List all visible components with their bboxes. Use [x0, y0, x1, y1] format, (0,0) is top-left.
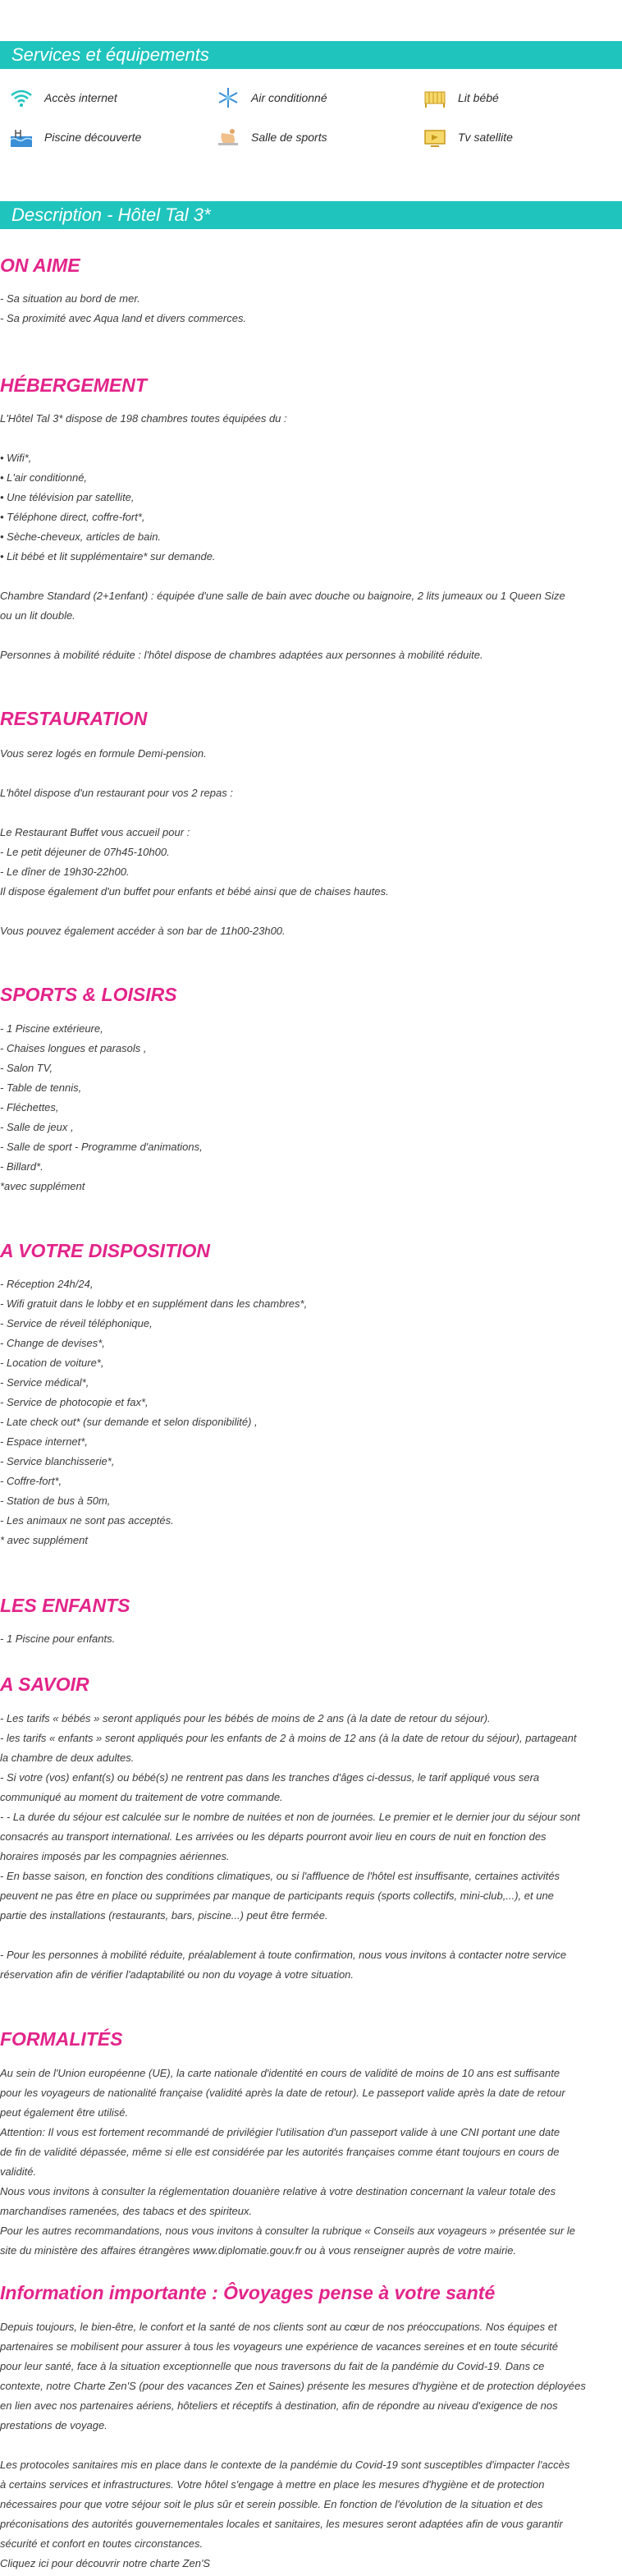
text-line: - Chaises longues et parasols , [0, 1042, 147, 1054]
text-line: - Change de devises*, [0, 1337, 105, 1349]
text-line: - Salle de jeux , [0, 1121, 74, 1133]
text-line: partie des installations (restaurants, bars, piscine...) peut être fermée. [0, 1909, 328, 1922]
text-line: - Le dîner de 19h30-22h00. [0, 866, 130, 878]
section-title-on-aime: ON AIME [0, 255, 80, 276]
text-line: - Service médical*, [0, 1376, 89, 1389]
text-line: Le Restaurant Buffet vous accueil pour : [0, 826, 190, 838]
text-line: - Service de réveil téléphonique, [0, 1317, 153, 1329]
text-line: - - La durée du séjour est calculée sur le nombre de nuitées et non de journées. Le premier et le dernier jour du séjour sont [0, 1811, 580, 1823]
service-tv [423, 126, 513, 148]
text-line: - Fléchettes, [0, 1101, 59, 1114]
enfants-text [0, 1629, 622, 1649]
text-line: Au sein de l'Union européenne (UE), la carte nationale d'identité en cours de validité de moins de 10 ans est suffisante [0, 2067, 560, 2079]
section-title-formalites: FORMALITÉS [0, 2028, 123, 2050]
text-line: L'hôtel dispose d'un restaurant pour vos 2 repas : [0, 787, 233, 799]
text-line: Depuis toujours, le bien-être, le confort et la santé de nos clients sont au cœur de nos préoccupations. Nos équipes et [0, 2321, 557, 2333]
text-line: Pour les autres recommandations, nous vous invitons à consulter la rubrique « Conseils aux voyageurs » présentée sur le [0, 2225, 575, 2237]
text-line [0, 429, 622, 448]
text-line: Personnes à mobilité réduite : l'hôtel dispose de chambres adaptées aux personnes à mobilité réduite. [0, 649, 483, 661]
text-line [0, 626, 622, 645]
text-line: sécurité et confort en toutes circonstances. [0, 2537, 204, 2550]
text-line: - Late check out* (sur demande et selon disponibilité) , [0, 1416, 258, 1428]
text-line: • Lit bébé et lit supplémentaire* sur demande. [0, 550, 216, 562]
text-line [0, 803, 622, 823]
service-gym [217, 126, 327, 148]
text-line: - Les animaux ne sont pas acceptés. [0, 1514, 174, 1527]
text-line [0, 764, 622, 783]
wifi-icon [10, 87, 33, 108]
text-line: contexte, notre Charte Zen'S (pour des vacances Zen et Saines) présente les mesures d'hygiène et de protection déployées [0, 2380, 586, 2392]
service-label: Accès internet [44, 91, 117, 104]
text-line: - les tarifs « enfants » seront appliqués pour les enfants de 2 à moins de 12 ans (à la date de retour du séjour), partageant [0, 1732, 577, 1744]
gym-icon [217, 126, 240, 148]
text-line: pour les voyageurs de nationalité française (validité après la date de retour). Le passeport valide après la date de retour [0, 2087, 565, 2099]
text-line: horaires imposés par les compagnies aériennes. [0, 1850, 230, 1862]
text-line: - Table de tennis, [0, 1081, 82, 1094]
text-line: • Une télévision par satellite, [0, 491, 135, 503]
tv-icon [423, 126, 446, 148]
pool-icon [10, 126, 33, 148]
text-line: - Service de photocopie et fax*, [0, 1396, 149, 1408]
disposition-text [0, 1274, 622, 1550]
text-line: marchandises ramenées, des tabacs et des spiriteux. [0, 2205, 253, 2217]
text-line: Vous pouvez également accéder à son bar de 11h00-23h00. [0, 925, 286, 937]
savoir-text [0, 1709, 622, 1985]
text-line: réservation afin de vérifier l'adaptabilité ou non du voyage à votre situation. [0, 1968, 354, 1981]
on-aime-text [0, 289, 622, 328]
text-line: - Salon TV, [0, 1062, 53, 1074]
text-line: Nous vous invitons à consulter la réglementation douanière relative à votre destination concernant la valeur totale des [0, 2185, 556, 2197]
service-label: Salle de sports [251, 131, 327, 144]
text-line [0, 1926, 622, 1945]
text-line: - Les tarifs « bébés » seront appliqués pour les bébés de moins de 2 ans (à la date de retour du séjour). [0, 1712, 491, 1724]
text-line [0, 567, 622, 586]
text-line: - 1 Piscine pour enfants. [0, 1632, 116, 1645]
text-line: prestations de voyage. [0, 2419, 107, 2431]
text-line: - En basse saison, en fonction des conditions climatiques, ou si l'affluence de l'hôtel est insuffisante, certaines activités [0, 1870, 560, 1882]
text-line: - Wifi gratuit dans le lobby et en supplément dans les chambres*, [0, 1297, 308, 1310]
restauration-text [0, 744, 622, 941]
section-title-disposition: A VOTRE DISPOSITION [0, 1240, 211, 1261]
text-line: - Salle de sport - Programme d'animations, [0, 1141, 203, 1153]
section-title-restauration: RESTAURATION [0, 708, 148, 729]
text-line: à certains services et infrastructures. Votre hôtel s'engage à mettre en place les mesures d'hygiène et de protection [0, 2478, 545, 2491]
services-title: Services et équipements [0, 41, 622, 69]
hebergement-text [0, 409, 622, 665]
text-line: communiqué au moment du traitement de votre commande. [0, 1791, 283, 1803]
text-line: - Coffre-fort*, [0, 1475, 62, 1487]
text-line: • Wifi*, [0, 452, 32, 464]
text-line: L'Hôtel Tal 3* dispose de 198 chambres toutes équipées du : [0, 412, 287, 425]
text-line: nécessaires pour que votre séjour soit le plus sûr et serein possible. En fonction de l'évolution de la situation et des [0, 2498, 543, 2510]
text-line: Vous serez logés en formule Demi-pension. [0, 747, 207, 760]
text-line: - Billard*. [0, 1160, 43, 1173]
text-line: site du ministère des affaires étrangères www.diplomatie.gouv.fr ou à vous renseigner auprès de votre mairie. [0, 2244, 517, 2257]
section-title-hebergement: HÉBERGEMENT [0, 374, 147, 396]
text-line: la chambre de deux adultes. [0, 1752, 135, 1764]
text-line: * avec supplément [0, 1534, 88, 1546]
text-line: peuvent ne pas être en place ou supprimées par manque de participants requis (sports collectifs, mini-club,...), et une [0, 1890, 554, 1902]
section-title-sports: SPORTS & LOISIRS [0, 984, 177, 1005]
text-line: ou un lit double. [0, 609, 75, 622]
text-line: - Le petit déjeuner de 07h45-10h00. [0, 846, 170, 858]
formalites-text [0, 2064, 622, 2261]
service-label: Piscine découverte [44, 131, 142, 144]
text-line: consacrés au transport international. Les arrivées ou les départs pourront avoir lieu en cours de nuit en fonction des [0, 1830, 547, 1843]
text-line: • Téléphone direct, coffre-fort*, [0, 511, 145, 523]
text-line: de fin de validité dépassée, même si elle est considérée par les autorités françaises comme étant toujours en cours de [0, 2146, 560, 2158]
service-label: Air conditionné [251, 91, 327, 104]
text-line: - Réception 24h/24, [0, 1278, 94, 1290]
text-line: - Sa situation au bord de mer. [0, 292, 140, 305]
text-line: - Sa proximité avec Aqua land et divers commerces. [0, 312, 247, 324]
text-line: - 1 Piscine extérieure, [0, 1022, 103, 1035]
description-title: Description - Hôtel Tal 3* [0, 201, 622, 229]
text-line: - Pour les personnes à mobilité réduite, préalablement à toute confirmation, nous vous invitons à contacter notre service [0, 1949, 567, 1961]
service-label: Lit bébé [458, 91, 499, 104]
text-line: Attention: Il vous est fortement recommandé de privilégier l'utilisation d'un passeport valide à une CNI portant une date [0, 2126, 560, 2138]
crib-icon [423, 87, 446, 108]
text-line: - Espace internet*, [0, 1435, 88, 1448]
text-line: *avec supplément [0, 1180, 85, 1192]
text-line [0, 2436, 622, 2455]
text-line: peut également être utilisé. [0, 2106, 129, 2119]
text-line: en lien avec nos partenaires aériens, hôteliers et réceptifs à destination, afin de répondre au niveau d'exigence de nos [0, 2399, 558, 2412]
text-line: partenaires se mobilisent pour assurer à tous les voyageurs une expérience de vacances sereines et en toute sécurité [0, 2340, 558, 2353]
text-line: - Station de bus à 50m, [0, 1495, 111, 1507]
snowflake-icon [217, 87, 240, 108]
importante-text [0, 2317, 622, 2574]
text-line: - Service blanchisserie*, [0, 1455, 115, 1467]
text-line: - Si votre (vos) enfant(s) ou bébé(s) ne rentrent pas dans les tranches d'âges ci-dessus, le tarif appliqué vous sera [0, 1771, 540, 1784]
service-pool [10, 126, 141, 148]
text-line: Les protocoles sanitaires mis en place dans le contexte de la pandémie du Covid-19 sont susceptibles d'impacter l'accès [0, 2459, 570, 2471]
text-line: préconisations des autorités gouvernementales locales et sanitaires, les mesures seront adaptées afin de vous garantir [0, 2518, 563, 2530]
text-line: • L'air conditionné, [0, 471, 88, 484]
text-line: Il dispose également d'un buffet pour enfants et bébé ainsi que de chaises hautes. [0, 885, 389, 898]
section-title-savoir: A SAVOIR [0, 1674, 89, 1695]
text-line: • Sèche-cheveux, articles de bain. [0, 530, 162, 543]
service-wifi [10, 87, 117, 108]
charte-zens-link[interactable]: Cliquez ici pour découvrir notre charte Zen'S [0, 2557, 211, 2569]
text-line: validité. [0, 2165, 37, 2178]
text-line: Chambre Standard (2+1enfant) : équipée d'une salle de bain avec douche ou baignoire, 2 lits jumeaux ou 1 Queen Size [0, 590, 565, 602]
sports-text [0, 1019, 622, 1196]
service-ac [217, 87, 327, 108]
text-line: - Location de voiture*, [0, 1357, 104, 1369]
text-line [0, 902, 622, 921]
text-line: pour leur santé, face à la situation exceptionnelle que nous traversons du fait de la pandémie du Covid-19. Dans ce [0, 2360, 545, 2372]
service-crib [423, 87, 499, 108]
section-title-importante: Information importante : Ôvoyages pense à votre santé [0, 2282, 496, 2303]
service-label: Tv satellite [458, 131, 513, 144]
section-title-enfants: LES ENFANTS [0, 1595, 130, 1616]
